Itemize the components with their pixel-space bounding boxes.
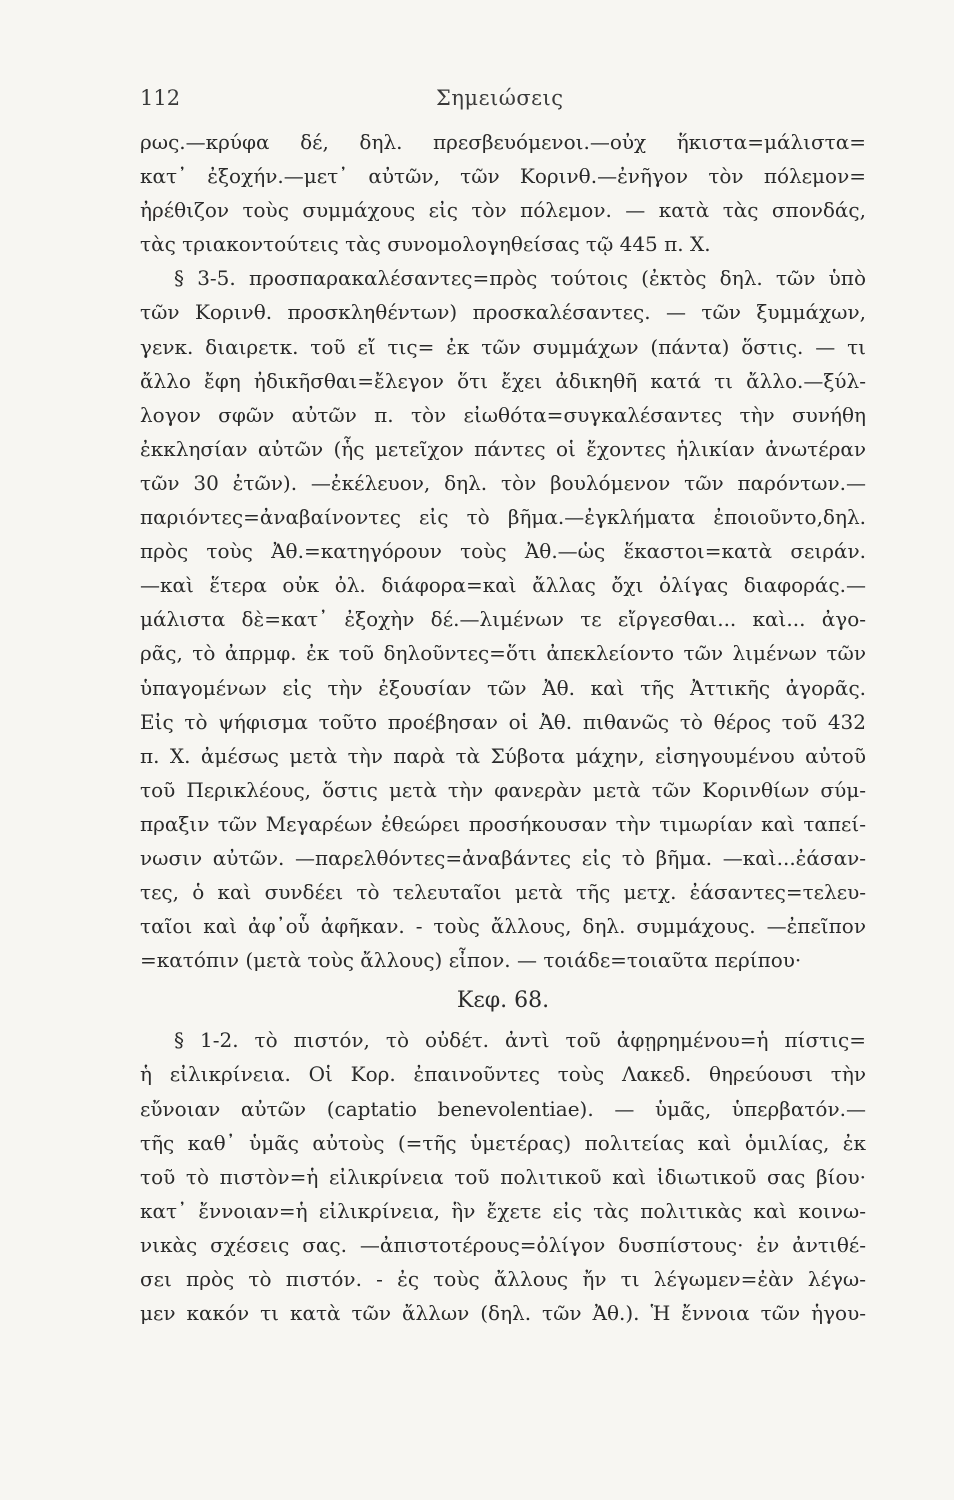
text-line: μάλιστα δὲ=κατ᾽ ἐξοχὴν δέ.—λιμένων τε εἴργεσθαι... καὶ... ἀγο-: [140, 607, 866, 632]
text-line: ἡ εἰλικρίνεια. Οἱ Κορ. ἐπαινοῦντες τοὺς Λακεδ. θηρεύουσι τὴν: [140, 1062, 866, 1087]
text-line: ὑπαγομένων εἰς τὴν ἐξουσίαν τῶν Ἀθ. καὶ τῆς Ἀττικῆς ἀγορᾶς.: [140, 675, 866, 700]
paragraph-1: [140, 125, 866, 261]
text-line: ἐκκλησίαν αὐτῶν (ἧς μετεῖχον πάντες οἱ ἔχοντες ἡλικίαν ἀνωτέραν: [140, 436, 866, 461]
text-line: τῶν 30 ἐτῶν). —ἐκέλευον, δηλ. τὸν βουλόμενον τῶν παρόντων.—: [140, 470, 866, 495]
text-line: τῆς καθ᾽ ὑμᾶς αὐτοὺς (=τῆς ὑμετέρας) πολιτείας καὶ ὁμιλίας, ἐκ: [140, 1130, 866, 1155]
text-line: § 3-5. προσπαρακαλέσαντες=πρὸς τούτοις (ἐκτὸς δηλ. τῶν ὑπὸ: [174, 266, 866, 291]
text-line: τοῦ τὸ πιστὸν=ἡ εἰλικρίνεια τοῦ πολιτικοῦ καὶ ἰδιωτικοῦ σας βίου·: [140, 1164, 866, 1189]
page-body: [140, 125, 866, 1330]
text-line: ταῖοι καὶ ἀφ᾽οὗ ἀφῆκαν. - τοὺς ἄλλους, δηλ. συμμάχους. —ἐπεῖπον: [140, 914, 866, 939]
text-line: πραξιν τῶν Μεγαρέων ἐθεώρει προσήκουσαν τὴν τιμωρίαν καὶ ταπεί-: [140, 811, 866, 836]
text-line: νωσιν αὐτῶν. —παρελθόντες=ἀναβάντες εἰς τὸ βῆμα. —καὶ...ἐάσαν-: [140, 845, 866, 870]
text-line: Εἰς τὸ ψήφισμα τοῦτο προέβησαν οἱ Ἀθ. πιθανῶς τὸ θέρος τοῦ 432: [140, 709, 866, 734]
text-line: παριόντες=ἀναβαίνοντες εἰς τὸ βῆμα.—ἐγκλήματα ἐποιοῦντο,δηλ.: [140, 505, 866, 530]
text-line: κατ᾽ ἔννοιαν=ἡ εἰλικρίνεια, ἣν ἔχετε εἰς τὰς πολιτικὰς καὶ κοινω-: [140, 1198, 866, 1223]
text-line: εὔνοιαν αὐτῶν (captatio benevolentiae). — ὑμᾶς, ὑπερβατόν.—: [140, 1096, 866, 1121]
paragraph-2: [140, 261, 866, 977]
text-line: πρὸς τοὺς Ἀθ.=κατηγόρουν τοὺς Ἀθ.—ὡς ἕκαστοι=κατὰ σειράν.: [140, 539, 866, 564]
text-line: μεν κακόν τι κατὰ τῶν ἄλλων (δηλ. τῶν Ἀθ.). Ἡ ἔννοια τῶν ἡγου-: [140, 1301, 866, 1326]
text-line: ἄλλο ἔφη ἠδικῆσθαι=ἔλεγον ὅτι ἔχει ἀδικηθῆ κατά τι ἄλλο.—ξύλ-: [140, 368, 866, 393]
text-line: νικὰς σχέσεις σας. —ἀπιστοτέρους=ὀλίγον δυσπίστους· ἐν ἀντιθέ-: [140, 1232, 866, 1257]
text-line: κατ᾽ ἐξοχήν.—μετ᾽ αὐτῶν, τῶν Κορινθ.—ἐνῆγον τὸν πόλεμον=: [140, 164, 866, 189]
text-line: —καὶ ἕτερα οὐκ ὀλ. διάφορα=καὶ ἄλλας ὄχι ὀλίγας διαφοράς.—: [140, 573, 866, 598]
text-line: τὰς τριακοντούτεις τὰς συνομολογηθείσας τῷ 445 π. Χ.: [140, 232, 711, 257]
text-line: λογον σφῶν αὐτῶν π. τὸν εἰωθότα=συγκαλέσαντες τὴν συνήθη: [140, 402, 866, 427]
page-header: [140, 86, 880, 116]
text-line: τῶν Κορινθ. προσκληθέντων) προσκαλέσαντες. — τῶν ξυμμάχων,: [140, 300, 866, 325]
text-line: π. Χ. ἀμέσως μετὰ τὴν παρὰ τὰ Σύβοτα μάχην, εἰσηγουμένου αὐτοῦ: [140, 743, 866, 768]
text-line: ρᾶς, τὸ ἀπρμφ. ἐκ τοῦ δηλοῦντες=ὅτι ἀπεκλείοντο τῶν λιμένων τῶν: [140, 641, 866, 666]
chapter-heading: Κεφ. 68.: [456, 988, 550, 1014]
text-line: =κατόπιν (μετὰ τοὺς ἄλλους) εἶπον. — τοιάδε=τοιαῦτα περίπου·: [140, 948, 802, 973]
page-number: 112: [140, 86, 181, 110]
paragraph-3: [140, 1023, 866, 1330]
text-line: ἠρέθιζον τοὺς συμμάχους εἰς τὸν πόλεμον. — κατὰ τὰς σπονδάς,: [140, 198, 866, 223]
text-line: ρως.—κρύφα δέ, δηλ. πρεσβευόμενοι.—οὐχ ἥκιστα=μάλιστα=: [140, 130, 866, 154]
text-line: τες, ὁ καὶ συνδέει τὸ τελευταῖοι μετὰ τῆς μετχ. ἐάσαντες=τελευ-: [140, 880, 866, 905]
text-line: γενκ. διαιρετκ. τοῦ εἴ τις= ἐκ τῶν συμμάχων (πάντα) ὅστις. — τι: [140, 334, 866, 359]
text-line: σει πρὸς τὸ πιστόν. - ἐς τοὺς ἄλλους ἤν τι λέγωμεν=ἐὰν λέγω-: [140, 1267, 866, 1291]
running-title: Σημειώσεις: [436, 86, 564, 110]
text-line: § 1-2. τὸ πιστόν, τὸ οὐδέτ. ἀντὶ τοῦ ἀφῃρημένου=ἡ πίστις=: [174, 1028, 866, 1053]
text-line: τοῦ Περικλέους, ὅστις μετὰ τὴν φανερὰν μετὰ τῶν Κορινθίων σύμ-: [140, 777, 866, 802]
